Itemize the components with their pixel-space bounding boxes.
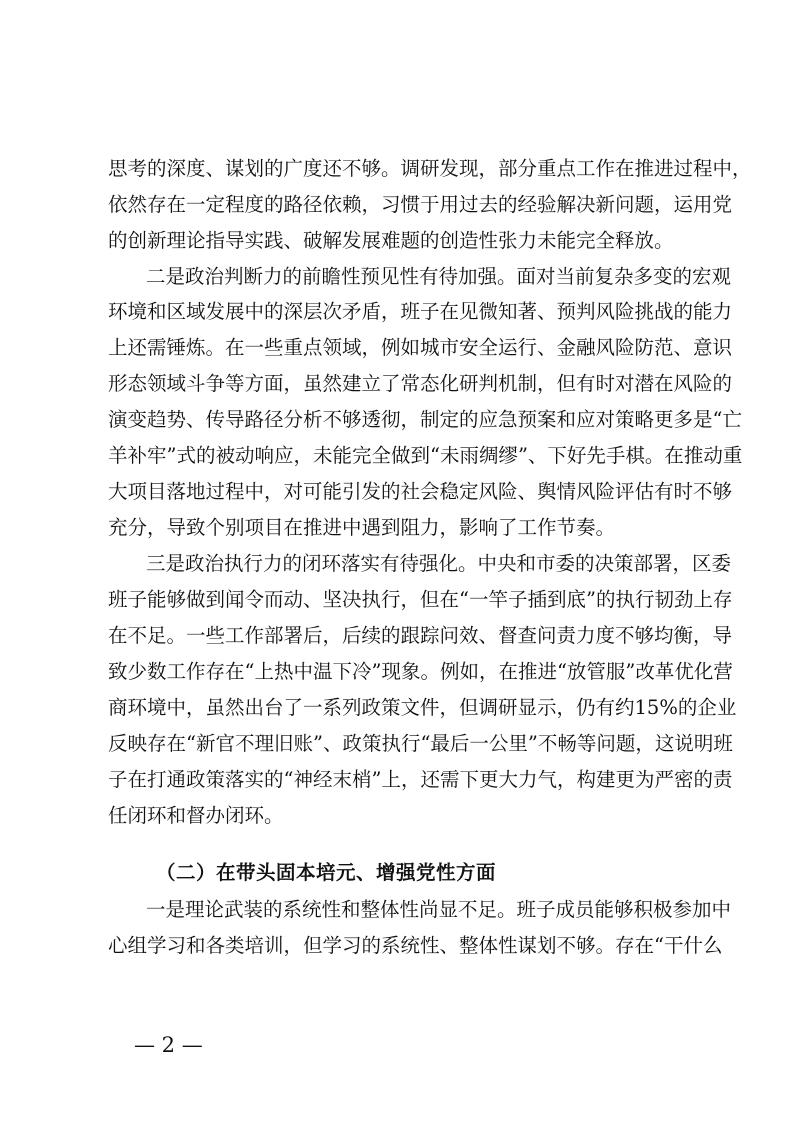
page-number: — 2 —	[134, 1033, 203, 1057]
body-line-15: 致少数工作存在“上热中温下冷”现象。例如，在推进“放管服”改革优化营	[108, 660, 733, 683]
body-line-3: 的创新理论指导实践、破解发展难题的创造性张力未能完全释放。	[108, 229, 674, 252]
body-line-5: 环境和区域发展中的深层次矛盾，班子在见微知著、预判风险挑战的能力	[108, 300, 733, 323]
body-line-20: 一是理论武装的系统性和整体性尚显不足。班子成员能够积极参加中	[146, 898, 732, 921]
body-line-13: 班子能够做到闻令而动、坚决执行，但在“一竿子插到底”的执行韧劲上存	[108, 588, 733, 611]
body-line-2: 依然存在一定程度的路径依赖，习惯于用过去的经验解决新问题，运用党	[108, 193, 733, 216]
body-line-18: 子在打通政策落实的“神经末梢”上，还需下更大力气，构建更为严密的责	[108, 768, 733, 791]
body-line-21: 心组学习和各类培训，但学习的系统性、整体性谋划不够。存在“干什么	[108, 934, 723, 957]
body-line-12: 三是政治执行力的闭环落实有待强化。中央和市委的决策部署，区委	[146, 552, 732, 575]
body-line-8: 演变趋势、传导路径分析不够透彻，制定的应急预案和应对策略更多是“亡	[108, 408, 742, 431]
body-line-19: 任闭环和督办闭环。	[108, 804, 284, 827]
body-line-4: 二是政治判断力的前瞻性预见性有待加强。面对当前复杂多变的宏观	[146, 265, 732, 288]
body-line-17: 反映存在“新官不理旧账”、政策执行“最后一公里”不畅等问题，这说明班	[108, 732, 733, 755]
body-line-10: 大项目落地过程中，对可能引发的社会稳定风险、舆情风险评估有时不够	[108, 480, 733, 503]
body-line-6: 上还需锤炼。在一些重点领域，例如城市安全运行、金融风险防范、意识	[108, 336, 733, 359]
body-line-14: 在不足。一些工作部署后，后续的跟踪问效、督查问责力度不够均衡，导	[108, 624, 733, 647]
body-line-16: 商环境中，虽然出台了一系列政策文件，但调研显示，仍有约15%的企业	[108, 696, 737, 719]
body-line-11: 充分，导致个别项目在推进中遇到阻力，影响了工作节奏。	[108, 516, 616, 539]
body-line-7: 形态领域斗争等方面，虽然建立了常态化研判机制，但有时对潜在风险的	[108, 372, 733, 395]
body-line-9: 羊补牢”式的被动响应，未能完全做到“未雨绸缪”、下好先手棋。在推动重	[108, 444, 743, 467]
body-line-1: 思考的深度、谋划的广度还不够。调研发现，部分重点工作在推进过程中，	[108, 157, 752, 180]
section-heading: （二）在带头固本培元、增强党性方面	[156, 861, 497, 884]
